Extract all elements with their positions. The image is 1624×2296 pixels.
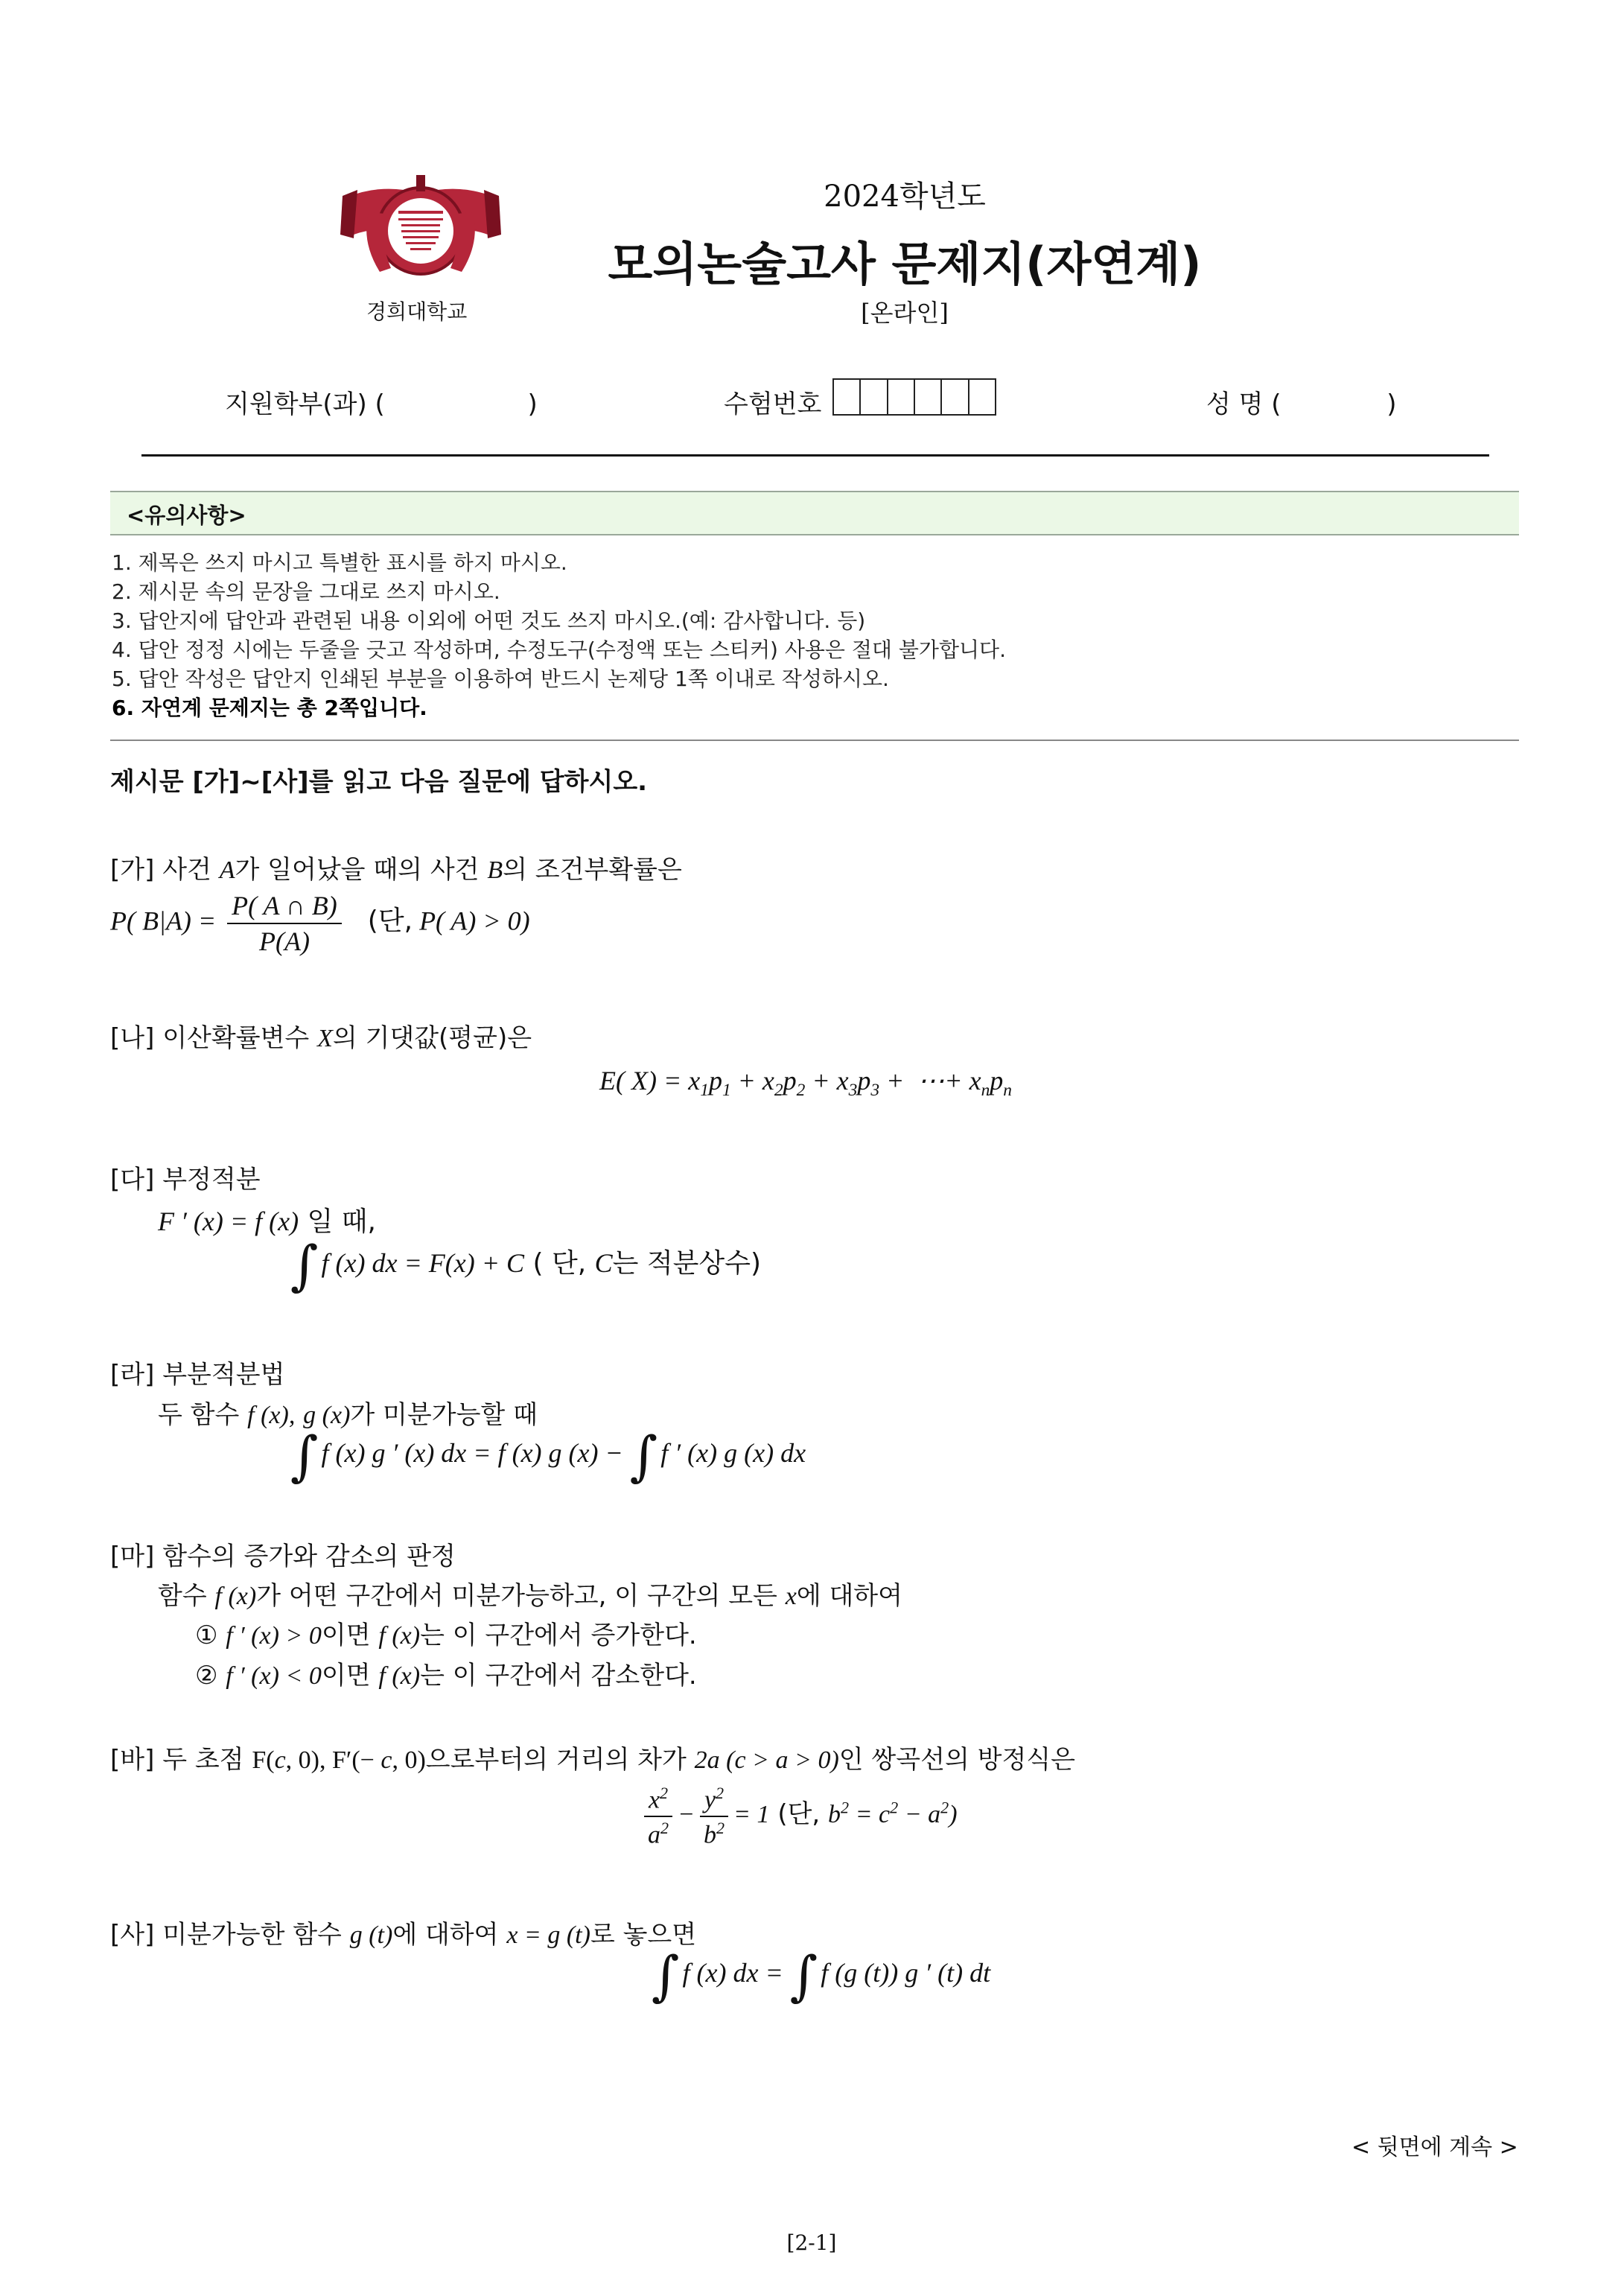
university-name: 경희대학교 xyxy=(366,299,468,324)
section-da: [다] 부정적분 xyxy=(110,1165,261,1195)
section-ma-decrease: ② f ′ (x) < 0이면 f (x)는 이 구간에서 감소한다. xyxy=(195,1661,697,1691)
dept-field[interactable] xyxy=(225,384,538,420)
formula-antiderivative-cond: F ′ (x) = f (x) 일 때, xyxy=(158,1206,376,1237)
formula-conditional-prob: P( B|A) = $\frac{P( A \cap B)}{P(A)}$ (단, P( A) > 0) xyxy=(110,891,530,956)
section-ba: [바] 두 초점 F(c, 0), F′(− c, 0)으로부터의 거리의 차가 2a (c > a > 0)인 쌍곡선의 방정식은 xyxy=(110,1745,1075,1775)
name-label: 성 명 ( xyxy=(1206,389,1281,419)
notice-header xyxy=(110,491,1519,535)
subtitle-online: [온라인] xyxy=(861,299,949,327)
section-ma-increase: ① f ′ (x) > 0이면 f (x)는 이 구간에서 증가한다. xyxy=(195,1621,697,1650)
formula-expectation: E( $X) = x_1p_1 + x_2p_2 + x_3p_3$ + ⋯+ $x_np_n$ xyxy=(599,1066,1012,1101)
formula-hyperbola: $\frac{x^2}{a^2}$ − $\frac{y^2}{b^2}$ = 1 (단, $b^2 = c^2 - a^2$) xyxy=(639,1784,958,1850)
notice-title: <유의사항> xyxy=(127,503,246,528)
section-ma-cond: 함수 f (x)가 어떤 구간에서 미분가능하고, 이 구간의 모든 x에 대하여 xyxy=(158,1581,902,1611)
exam-no-label: 수험번호 xyxy=(724,389,822,419)
notice-list xyxy=(112,548,1006,722)
section-ra: [라] 부분적분법 xyxy=(110,1360,285,1390)
dept-close: ) xyxy=(527,389,538,419)
section-na: [나] 이산확률변수 X의 기댓값(평균)은 xyxy=(110,1023,532,1053)
notice-divider xyxy=(110,740,1519,741)
formula-indefinite-integral: ∫ f (x) dx = F(x) + C ( 단, C는 적분상수) xyxy=(290,1234,762,1297)
section-ra-cond: 두 함수 f (x), g (x)가 미분가능할 때 xyxy=(158,1400,538,1430)
name-close: ) xyxy=(1386,389,1397,419)
notice-item: 4. 답안 정정 시에는 두줄을 긋고 작성하며, 수정도구(수정액 또는 스티커) 사용은 절대 불가합니다. xyxy=(112,637,1006,662)
formula-integration-by-parts: ∫ f (x) g ′ (x) dx = f (x) g (x) − ∫ f ′ (x) g (x) dx xyxy=(290,1424,806,1487)
year-label: 2024학년도 xyxy=(824,179,986,214)
section-sa: [사] 미분가능한 함수 g (t)에 대하여 x = g (t)로 놓으면 xyxy=(110,1920,697,1950)
university-logo xyxy=(339,168,503,290)
form-divider xyxy=(141,454,1489,457)
notice-item: 3. 답안지에 답안과 관련된 내용 이외에 어떤 것도 쓰지 마시오.(예: 감사합니다. 등) xyxy=(112,608,866,633)
notice-item: 5. 답안 작성은 답안지 인쇄된 부분을 이용하여 반드시 논제당 1쪽 이내로 작성하시오. xyxy=(112,667,889,691)
notice-item: 2. 제시문 속의 문장을 그대로 쓰지 마시오. xyxy=(112,579,500,604)
page-title: 모의논술고사 문제지(자연계) xyxy=(608,237,1202,291)
continue-note: < 뒷면에 계속 > xyxy=(1351,2134,1518,2160)
exam-no-boxes[interactable] xyxy=(832,378,996,416)
dept-label: 지원학부(과) ( xyxy=(225,389,385,419)
notice-item: 1. 제목은 쓰지 마시고 특별한 표시를 하지 마시오. xyxy=(112,550,567,575)
formula-substitution: ∫ f (x) dx = ∫ f (g (t)) g ′ (t) dt xyxy=(652,1944,991,2007)
page-number: [2-1] xyxy=(786,2230,837,2255)
instruction: 제시문 [가]~[사]를 읽고 다음 질문에 답하시오. xyxy=(110,767,648,797)
name-field[interactable] xyxy=(1206,384,1396,420)
section-ga: [가] 사건 A가 일어났을 때의 사건 B의 조건부확률은 xyxy=(110,855,682,885)
notice-item: 6. 자연계 문제지는 총 2쪽입니다. xyxy=(112,696,427,720)
section-ma: [마] 함수의 증가와 감소의 판정 xyxy=(110,1542,456,1571)
